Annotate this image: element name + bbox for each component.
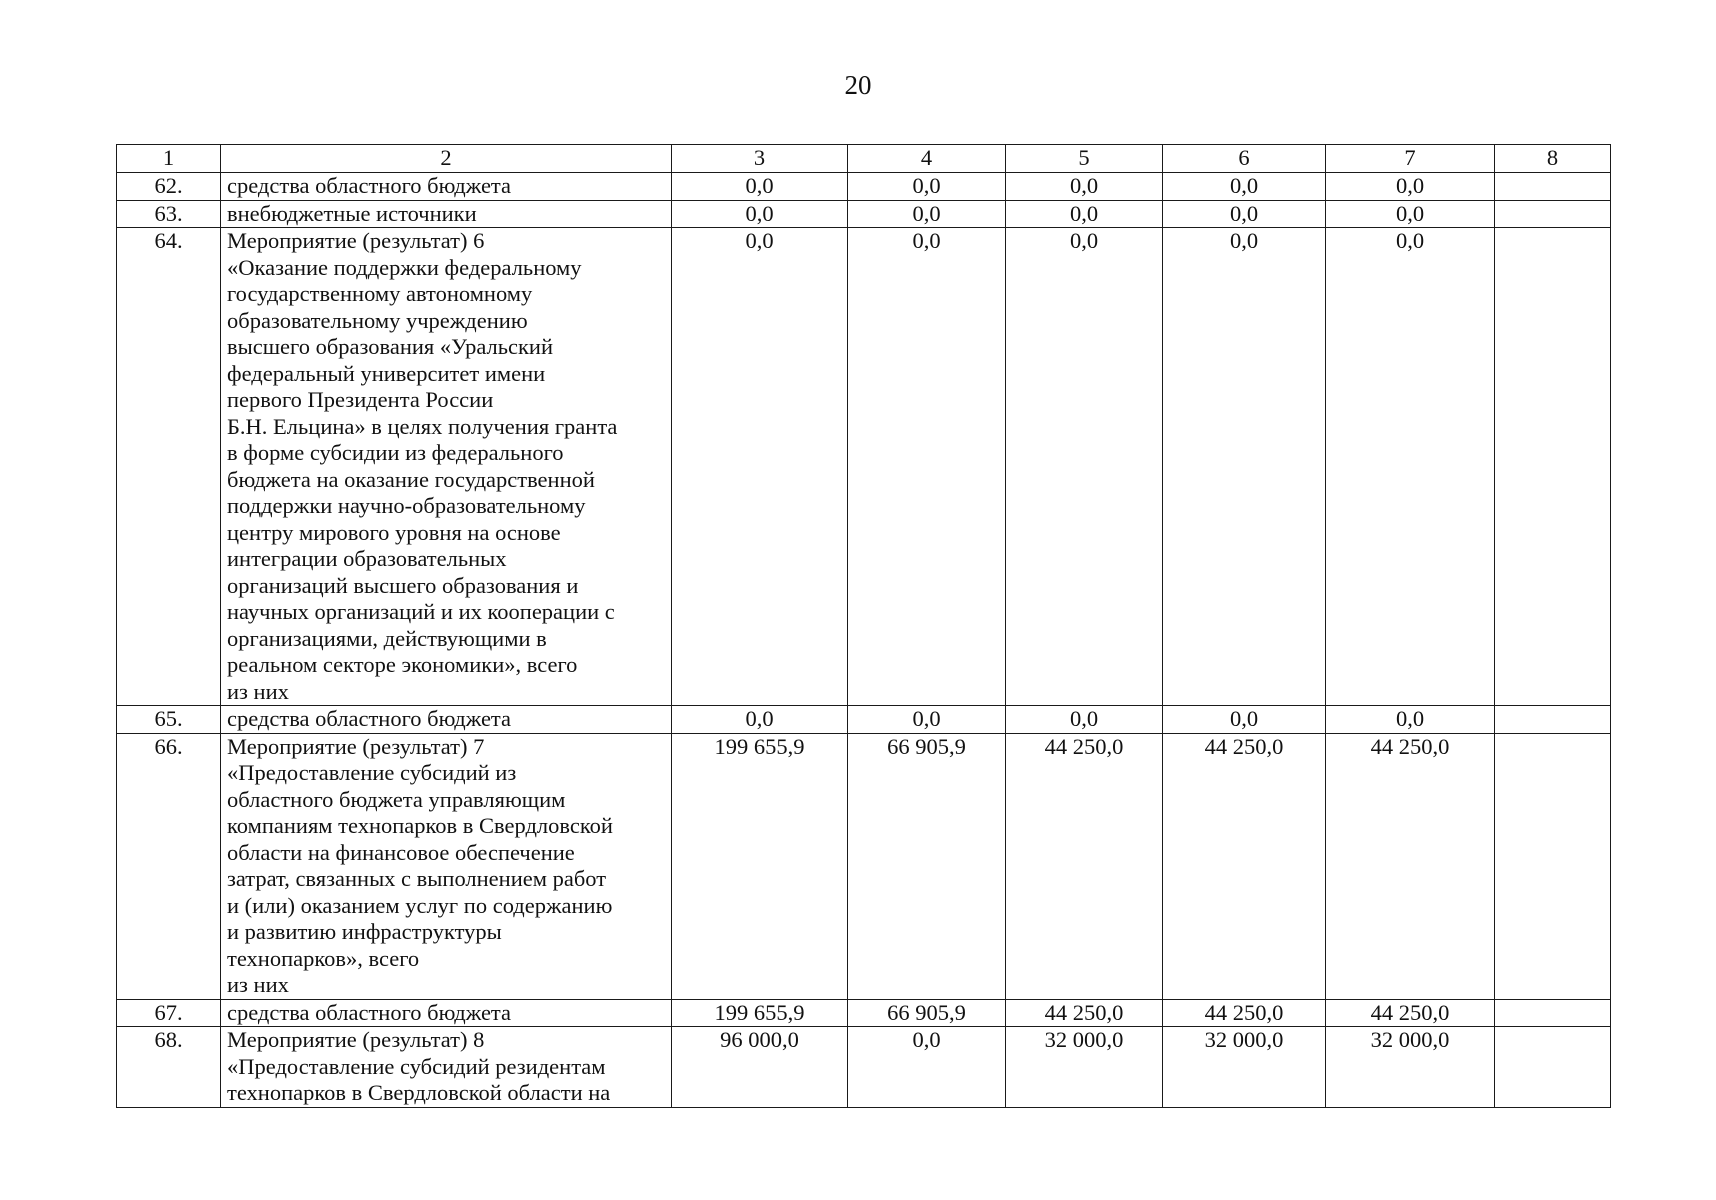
description-line: технопарков в Свердловской области на — [227, 1080, 611, 1105]
budget-table — [116, 144, 1611, 1108]
column-header: 3 — [672, 145, 848, 173]
description-line: научных организаций и их кооперации с — [227, 599, 615, 624]
value-cell-col-8 — [1495, 228, 1611, 706]
value-cell-col-3: 199 655,9 — [672, 999, 848, 1027]
row-description-cell — [221, 1027, 672, 1108]
column-header: 2 — [221, 145, 672, 173]
value-cell-col-8 — [1495, 173, 1611, 201]
value-cell-col-3: 0,0 — [672, 228, 848, 706]
value-cell-col-6: 0,0 — [1163, 200, 1326, 228]
value-cell-col-7: 0,0 — [1326, 200, 1495, 228]
description-line: областного бюджета управляющим — [227, 786, 566, 812]
description-line: организациями, действующими в — [227, 625, 547, 651]
value-cell-col-6: 44 250,0 — [1163, 999, 1326, 1027]
description-line: поддержки научно-образовательному — [227, 493, 586, 518]
value-cell-col-5: 0,0 — [1006, 228, 1163, 706]
row-description-cell — [221, 706, 672, 734]
value-cell-col-3: 0,0 — [672, 200, 848, 228]
row-description-cell — [221, 228, 672, 706]
column-header: 6 — [1163, 145, 1326, 173]
value-cell-col-6: 32 000,0 — [1163, 1027, 1326, 1108]
value-cell-col-3: 96 000,0 — [672, 1027, 848, 1108]
column-header: 1 — [117, 145, 221, 173]
description-line: федеральный университет имени — [227, 360, 546, 386]
value-cell-col-7: 44 250,0 — [1326, 999, 1495, 1027]
value-cell-col-7: 0,0 — [1326, 706, 1495, 734]
description-line: и развитию инфраструктуры — [227, 919, 502, 944]
value-cell-col-5: 32 000,0 — [1006, 1027, 1163, 1108]
row-number-cell: 66. — [117, 733, 221, 999]
value-cell-col-6: 0,0 — [1163, 228, 1326, 706]
value-cell-col-5: 0,0 — [1006, 706, 1163, 734]
value-cell-col-4: 0,0 — [848, 200, 1006, 228]
description-line: Б.Н. Ельцина» в целях получения гранта — [227, 413, 618, 439]
table-row — [117, 733, 1611, 999]
value-cell-col-8 — [1495, 733, 1611, 999]
value-cell-col-5: 0,0 — [1006, 173, 1163, 201]
row-number-cell: 67. — [117, 999, 221, 1027]
value-cell-col-7: 44 250,0 — [1326, 733, 1495, 999]
row-description-cell — [221, 999, 672, 1027]
description-line: центру мирового уровня на основе — [227, 519, 561, 545]
description-line: компаниям технопарков в Свердловской — [227, 813, 613, 838]
column-header: 5 — [1006, 145, 1163, 173]
description-line: «Предоставление субсидий из — [227, 760, 517, 785]
value-cell-col-6: 0,0 — [1163, 706, 1326, 734]
description-line: организаций высшего образования и — [227, 572, 579, 598]
value-cell-col-7: 32 000,0 — [1326, 1027, 1495, 1108]
description-line: реальном секторе экономики», всего — [227, 652, 578, 677]
row-number-cell: 68. — [117, 1027, 221, 1108]
value-cell-col-4: 66 905,9 — [848, 999, 1006, 1027]
table-body — [117, 145, 1611, 1108]
row-description-cell — [221, 173, 672, 201]
value-cell-col-7: 0,0 — [1326, 228, 1495, 706]
row-number-cell: 63. — [117, 200, 221, 228]
value-cell-col-4: 66 905,9 — [848, 733, 1006, 999]
description-line: средства областного бюджета — [227, 999, 512, 1025]
column-header: 8 — [1495, 145, 1611, 173]
row-number-cell: 65. — [117, 706, 221, 734]
description-line: Мероприятие (результат) 7 — [227, 733, 485, 759]
value-cell-col-8 — [1495, 200, 1611, 228]
description-line: из них — [227, 678, 289, 704]
table-row — [117, 1027, 1611, 1108]
row-description-cell — [221, 200, 672, 228]
description-line: средства областного бюджета — [227, 173, 512, 198]
description-line: «Предоставление субсидий резидентам — [227, 1053, 606, 1079]
description-line: первого Президента России — [227, 387, 494, 412]
table-header-row — [117, 145, 1611, 173]
table-row — [117, 173, 1611, 201]
value-cell-col-3: 199 655,9 — [672, 733, 848, 999]
value-cell-col-3: 0,0 — [672, 173, 848, 201]
description-line: Мероприятие (результат) 8 — [227, 1027, 485, 1052]
value-cell-col-3: 0,0 — [672, 706, 848, 734]
column-header: 4 — [848, 145, 1006, 173]
row-number-cell: 64. — [117, 228, 221, 706]
description-line: области на финансовое обеспечение — [227, 839, 575, 865]
description-line: «Оказание поддержки федеральному — [227, 254, 582, 280]
description-line: бюджета на оказание государственной — [227, 466, 595, 492]
value-cell-col-5: 0,0 — [1006, 200, 1163, 228]
description-line: высшего образования «Уральский — [227, 334, 554, 359]
value-cell-col-4: 0,0 — [848, 1027, 1006, 1108]
value-cell-col-5: 44 250,0 — [1006, 999, 1163, 1027]
description-line: технопарков», всего — [227, 945, 420, 971]
description-line: затрат, связанных с выполнением работ — [227, 866, 607, 891]
description-line: образовательному учреждению — [227, 307, 528, 333]
row-number-cell: 62. — [117, 173, 221, 201]
description-line: интеграции образовательных — [227, 546, 507, 571]
value-cell-col-4: 0,0 — [848, 173, 1006, 201]
value-cell-col-8 — [1495, 999, 1611, 1027]
value-cell-col-6: 44 250,0 — [1163, 733, 1326, 999]
table-row — [117, 228, 1611, 706]
description-line: в форме субсидии из федерального — [227, 440, 564, 465]
description-line: средства областного бюджета — [227, 706, 512, 731]
value-cell-col-4: 0,0 — [848, 706, 1006, 734]
value-cell-col-4: 0,0 — [848, 228, 1006, 706]
table-row — [117, 999, 1611, 1027]
table-row — [117, 706, 1611, 734]
column-header: 7 — [1326, 145, 1495, 173]
value-cell-col-5: 44 250,0 — [1006, 733, 1163, 999]
description-line: из них — [227, 972, 289, 997]
description-line: Мероприятие (результат) 6 — [227, 228, 485, 253]
table-row — [117, 200, 1611, 228]
row-description-cell — [221, 733, 672, 999]
value-cell-col-8 — [1495, 1027, 1611, 1108]
value-cell-col-6: 0,0 — [1163, 173, 1326, 201]
value-cell-col-8 — [1495, 706, 1611, 734]
description-line: внебюджетные источники — [227, 200, 477, 226]
page-number: 20 — [844, 70, 872, 100]
description-line: и (или) оказанием услуг по содержанию — [227, 892, 613, 918]
description-line: государственному автономному — [227, 281, 533, 306]
value-cell-col-7: 0,0 — [1326, 173, 1495, 201]
